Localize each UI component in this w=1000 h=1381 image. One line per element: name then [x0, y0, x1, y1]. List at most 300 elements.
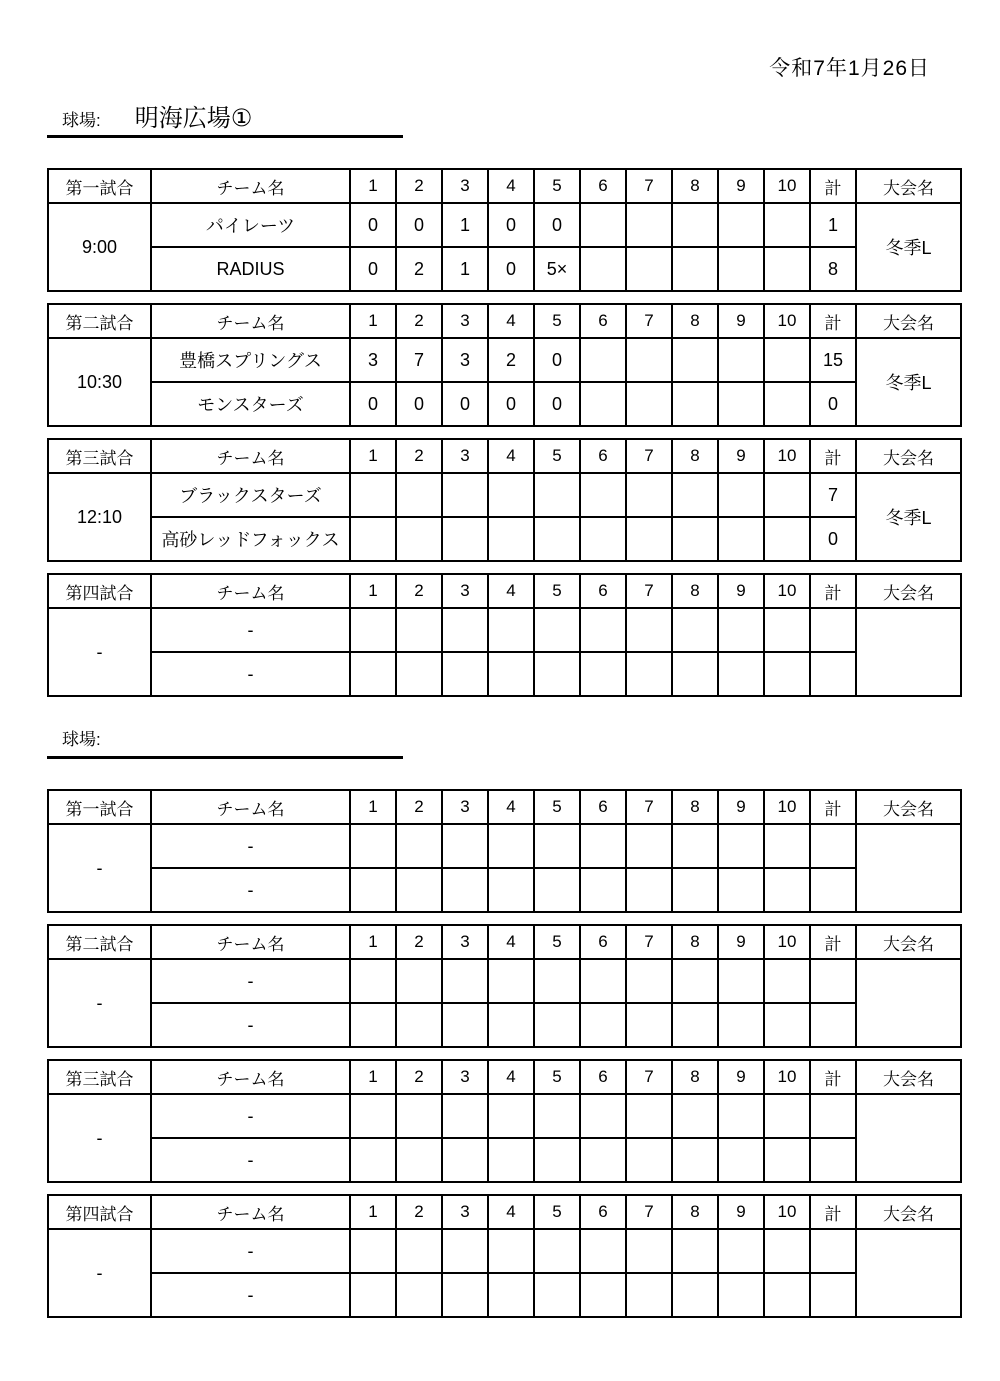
game-scoreboard [47, 438, 962, 562]
team-name: ブラックスターズ [151, 473, 350, 517]
inning-9-header: 9 [718, 439, 764, 473]
venue-heading [47, 98, 1000, 133]
game-time: - [48, 608, 151, 696]
inning-2-header: 2 [396, 439, 442, 473]
inning-5-header: 5 [534, 169, 580, 203]
inning-score [580, 473, 626, 517]
inning-score [672, 1003, 718, 1047]
game-time: - [48, 959, 151, 1047]
inning-score [534, 868, 580, 912]
inning-score [488, 608, 534, 652]
inning-score [488, 1003, 534, 1047]
inning-score [764, 1138, 810, 1182]
inning-score [764, 382, 810, 426]
total-header: 計 [810, 790, 856, 824]
inning-score [534, 608, 580, 652]
inning-score [718, 382, 764, 426]
inning-2-header: 2 [396, 169, 442, 203]
inning-score: 0 [534, 382, 580, 426]
inning-4-header: 4 [488, 439, 534, 473]
inning-4-header: 4 [488, 790, 534, 824]
inning-10-header: 10 [764, 1195, 810, 1229]
inning-6-header: 6 [580, 1195, 626, 1229]
team-row-bottom [48, 517, 961, 561]
inning-3-header: 3 [442, 439, 488, 473]
inning-score [442, 652, 488, 696]
inning-6-header: 6 [580, 439, 626, 473]
games-list [47, 789, 1000, 1318]
inning-score [442, 517, 488, 561]
inning-8-header: 8 [672, 1060, 718, 1094]
inning-score [764, 203, 810, 247]
game-time: - [48, 1229, 151, 1317]
team-name: - [151, 1003, 350, 1047]
inning-score [580, 1003, 626, 1047]
inning-10-header: 10 [764, 439, 810, 473]
inning-9-header: 9 [718, 925, 764, 959]
team-total [810, 1273, 856, 1317]
game-scoreboard [47, 924, 962, 1048]
inning-score [396, 868, 442, 912]
team-name: 豊橋スプリングス [151, 338, 350, 382]
game-number-label: 第二試合 [48, 925, 151, 959]
inning-score: 0 [488, 247, 534, 291]
inning-3-header: 3 [442, 1060, 488, 1094]
document-date: 令和7年1月26日 [769, 57, 930, 80]
total-header: 計 [810, 1060, 856, 1094]
team-row-top [48, 959, 961, 1003]
inning-8-header: 8 [672, 1195, 718, 1229]
inning-score [350, 1273, 396, 1317]
total-header: 計 [810, 925, 856, 959]
inning-score [672, 608, 718, 652]
inning-score: 0 [488, 203, 534, 247]
team-total [810, 1094, 856, 1138]
game-number-label: 第一試合 [48, 169, 151, 203]
inning-4-header: 4 [488, 925, 534, 959]
inning-score [442, 959, 488, 1003]
inning-2-header: 2 [396, 1060, 442, 1094]
inning-score [672, 1138, 718, 1182]
team-column-header: チーム名 [151, 169, 350, 203]
game-time: 12:10 [48, 473, 151, 561]
inning-5-header: 5 [534, 790, 580, 824]
inning-score [580, 868, 626, 912]
inning-score: 0 [488, 382, 534, 426]
tournament-name [856, 824, 961, 912]
inning-score [672, 1229, 718, 1273]
inning-score [442, 1138, 488, 1182]
tournament-header: 大会名 [856, 304, 961, 338]
inning-score [580, 608, 626, 652]
inning-2-header: 2 [396, 790, 442, 824]
inning-score [442, 1094, 488, 1138]
tournament-name: 冬季L [856, 338, 961, 426]
inning-score: 2 [396, 247, 442, 291]
inning-score [488, 1229, 534, 1273]
inning-10-header: 10 [764, 790, 810, 824]
team-column-header: チーム名 [151, 1195, 350, 1229]
team-row-top [48, 824, 961, 868]
team-name: - [151, 652, 350, 696]
team-name: モンスターズ [151, 382, 350, 426]
inning-score [580, 338, 626, 382]
inning-score [580, 247, 626, 291]
inning-score [626, 382, 672, 426]
total-header: 計 [810, 439, 856, 473]
inning-10-header: 10 [764, 1060, 810, 1094]
game-scoreboard [47, 789, 962, 913]
inning-score [718, 203, 764, 247]
inning-3-header: 3 [442, 925, 488, 959]
team-total: 0 [810, 382, 856, 426]
inning-8-header: 8 [672, 574, 718, 608]
team-name: 高砂レッドフォックス [151, 517, 350, 561]
team-name: RADIUS [151, 247, 350, 291]
inning-score [626, 959, 672, 1003]
team-row-top [48, 1229, 961, 1273]
inning-score [764, 959, 810, 1003]
game-scoreboard [47, 1059, 962, 1183]
tournament-name [856, 959, 961, 1047]
game-number-label: 第二試合 [48, 304, 151, 338]
inning-8-header: 8 [672, 304, 718, 338]
inning-9-header: 9 [718, 1195, 764, 1229]
team-name: - [151, 868, 350, 912]
team-total [810, 959, 856, 1003]
team-row-top [48, 338, 961, 382]
inning-score [626, 608, 672, 652]
inning-score [396, 1229, 442, 1273]
inning-score [396, 652, 442, 696]
inning-score [672, 473, 718, 517]
inning-score [442, 1003, 488, 1047]
scoreboard-header-row [48, 574, 961, 608]
inning-score [580, 382, 626, 426]
team-name: - [151, 824, 350, 868]
inning-score [718, 1229, 764, 1273]
inning-score [488, 517, 534, 561]
team-column-header: チーム名 [151, 790, 350, 824]
team-name: - [151, 959, 350, 1003]
inning-score [764, 517, 810, 561]
tournament-header: 大会名 [856, 1195, 961, 1229]
inning-score: 3 [442, 338, 488, 382]
venue-label: 球場: [62, 730, 101, 749]
inning-score [672, 203, 718, 247]
inning-6-header: 6 [580, 925, 626, 959]
inning-score [350, 1138, 396, 1182]
inning-score: 7 [396, 338, 442, 382]
venue-name: 明海広場① [134, 105, 253, 132]
inning-3-header: 3 [442, 169, 488, 203]
tournament-header: 大会名 [856, 169, 961, 203]
inning-score [442, 473, 488, 517]
inning-4-header: 4 [488, 1195, 534, 1229]
inning-score [672, 1094, 718, 1138]
inning-score [580, 652, 626, 696]
inning-score [764, 1094, 810, 1138]
inning-5-header: 5 [534, 304, 580, 338]
game-scoreboard [47, 573, 962, 697]
inning-score [396, 1138, 442, 1182]
inning-score [488, 1094, 534, 1138]
game-time: - [48, 824, 151, 912]
inning-score: 1 [442, 203, 488, 247]
team-total: 8 [810, 247, 856, 291]
inning-score [534, 1229, 580, 1273]
team-total: 15 [810, 338, 856, 382]
inning-score [718, 517, 764, 561]
scoreboard-header-row [48, 1195, 961, 1229]
inning-score [580, 1138, 626, 1182]
inning-7-header: 7 [626, 925, 672, 959]
inning-score [534, 959, 580, 1003]
inning-4-header: 4 [488, 304, 534, 338]
tournament-header: 大会名 [856, 1060, 961, 1094]
inning-7-header: 7 [626, 790, 672, 824]
team-column-header: チーム名 [151, 439, 350, 473]
team-total: 1 [810, 203, 856, 247]
inning-score [718, 1094, 764, 1138]
inning-9-header: 9 [718, 304, 764, 338]
inning-score [580, 959, 626, 1003]
inning-2-header: 2 [396, 304, 442, 338]
inning-8-header: 8 [672, 925, 718, 959]
inning-2-header: 2 [396, 574, 442, 608]
total-header: 計 [810, 169, 856, 203]
inning-score [626, 868, 672, 912]
scoreboard-header-row [48, 790, 961, 824]
tournament-name: 冬季L [856, 203, 961, 291]
inning-score [350, 1229, 396, 1273]
inning-score [534, 473, 580, 517]
tournament-header: 大会名 [856, 574, 961, 608]
inning-9-header: 9 [718, 790, 764, 824]
game-number-label: 第四試合 [48, 1195, 151, 1229]
inning-score [764, 1229, 810, 1273]
scoreboard-header-row [48, 169, 961, 203]
team-column-header: チーム名 [151, 574, 350, 608]
inning-score [534, 1003, 580, 1047]
team-column-header: チーム名 [151, 304, 350, 338]
inning-score [442, 824, 488, 868]
inning-score [718, 608, 764, 652]
inning-score [350, 652, 396, 696]
inning-score [580, 824, 626, 868]
inning-6-header: 6 [580, 790, 626, 824]
inning-7-header: 7 [626, 439, 672, 473]
inning-score [672, 868, 718, 912]
inning-score [718, 652, 764, 696]
inning-score [350, 473, 396, 517]
inning-5-header: 5 [534, 1060, 580, 1094]
inning-9-header: 9 [718, 574, 764, 608]
inning-score [396, 517, 442, 561]
inning-score [488, 473, 534, 517]
inning-score [718, 1273, 764, 1317]
inning-10-header: 10 [764, 304, 810, 338]
inning-score [626, 1229, 672, 1273]
team-row-top [48, 1094, 961, 1138]
games-list [47, 168, 1000, 697]
game-scoreboard [47, 303, 962, 427]
inning-6-header: 6 [580, 304, 626, 338]
inning-4-header: 4 [488, 574, 534, 608]
game-time: 10:30 [48, 338, 151, 426]
inning-score [488, 1138, 534, 1182]
inning-3-header: 3 [442, 1195, 488, 1229]
inning-1-header: 1 [350, 169, 396, 203]
tournament-name [856, 1094, 961, 1182]
inning-7-header: 7 [626, 304, 672, 338]
scoreboard-header-row [48, 1060, 961, 1094]
venue-heading [47, 725, 1000, 754]
total-header: 計 [810, 1195, 856, 1229]
inning-score [350, 959, 396, 1003]
inning-score [442, 608, 488, 652]
inning-score [350, 1094, 396, 1138]
inning-score [672, 517, 718, 561]
team-total [810, 868, 856, 912]
inning-9-header: 9 [718, 1060, 764, 1094]
venue-section [47, 725, 1000, 1318]
inning-score [718, 868, 764, 912]
inning-score [764, 608, 810, 652]
scoreboard-header-row [48, 925, 961, 959]
venue-underline [47, 756, 403, 759]
game-scoreboard [47, 168, 962, 292]
inning-score [534, 1273, 580, 1317]
inning-score [488, 868, 534, 912]
inning-score [626, 1273, 672, 1317]
inning-score [580, 517, 626, 561]
inning-7-header: 7 [626, 1060, 672, 1094]
inning-1-header: 1 [350, 304, 396, 338]
inning-score [442, 868, 488, 912]
tournament-header: 大会名 [856, 790, 961, 824]
team-name: - [151, 1273, 350, 1317]
game-number-label: 第四試合 [48, 574, 151, 608]
inning-score [442, 1229, 488, 1273]
inning-score [488, 824, 534, 868]
inning-score [534, 824, 580, 868]
inning-score: 0 [350, 382, 396, 426]
team-total [810, 1229, 856, 1273]
inning-score [350, 868, 396, 912]
inning-10-header: 10 [764, 925, 810, 959]
inning-score [672, 338, 718, 382]
inning-score [718, 959, 764, 1003]
team-total: 7 [810, 473, 856, 517]
inning-score: 0 [396, 382, 442, 426]
inning-score: 0 [350, 247, 396, 291]
inning-8-header: 8 [672, 439, 718, 473]
inning-3-header: 3 [442, 304, 488, 338]
game-time: - [48, 1094, 151, 1182]
venue-label: 球場: [62, 111, 101, 130]
total-header: 計 [810, 574, 856, 608]
inning-score [580, 1094, 626, 1138]
inning-4-header: 4 [488, 1060, 534, 1094]
inning-3-header: 3 [442, 574, 488, 608]
venue-underline [47, 135, 403, 138]
inning-score [718, 338, 764, 382]
inning-6-header: 6 [580, 169, 626, 203]
inning-5-header: 5 [534, 925, 580, 959]
team-total [810, 652, 856, 696]
team-name: - [151, 1094, 350, 1138]
venue-sections [47, 98, 1000, 1318]
inning-score [580, 1229, 626, 1273]
inning-score [396, 824, 442, 868]
inning-7-header: 7 [626, 1195, 672, 1229]
inning-score [488, 1273, 534, 1317]
inning-score [626, 203, 672, 247]
inning-score [764, 1003, 810, 1047]
team-row-top [48, 203, 961, 247]
inning-score [764, 473, 810, 517]
inning-score [672, 959, 718, 1003]
inning-3-header: 3 [442, 790, 488, 824]
inning-score [764, 824, 810, 868]
total-header: 計 [810, 304, 856, 338]
game-scoreboard [47, 1194, 962, 1318]
inning-score [396, 1273, 442, 1317]
scoreboard-header-row [48, 304, 961, 338]
inning-score [764, 247, 810, 291]
team-name: - [151, 1138, 350, 1182]
inning-score [534, 1094, 580, 1138]
team-total: 0 [810, 517, 856, 561]
inning-score: 3 [350, 338, 396, 382]
inning-score [350, 824, 396, 868]
inning-score [626, 338, 672, 382]
inning-score [718, 473, 764, 517]
inning-score [396, 1003, 442, 1047]
inning-score [626, 247, 672, 291]
game-number-label: 第一試合 [48, 790, 151, 824]
inning-6-header: 6 [580, 1060, 626, 1094]
game-number-label: 第三試合 [48, 439, 151, 473]
inning-score [718, 247, 764, 291]
team-total [810, 1138, 856, 1182]
inning-score [442, 1273, 488, 1317]
team-total [810, 608, 856, 652]
inning-score [350, 608, 396, 652]
inning-score [672, 652, 718, 696]
team-row-bottom [48, 1138, 961, 1182]
inning-score: 1 [442, 247, 488, 291]
tournament-header: 大会名 [856, 925, 961, 959]
team-row-bottom [48, 1003, 961, 1047]
team-row-bottom [48, 247, 961, 291]
tournament-name [856, 608, 961, 696]
inning-score [672, 247, 718, 291]
inning-score [396, 959, 442, 1003]
inning-score [672, 824, 718, 868]
inning-score [350, 1003, 396, 1047]
inning-score [396, 473, 442, 517]
team-total [810, 1003, 856, 1047]
inning-score: 0 [396, 203, 442, 247]
inning-score [580, 1273, 626, 1317]
inning-score [626, 824, 672, 868]
team-name: パイレーツ [151, 203, 350, 247]
inning-score [718, 1138, 764, 1182]
inning-score [672, 382, 718, 426]
inning-score [626, 1094, 672, 1138]
